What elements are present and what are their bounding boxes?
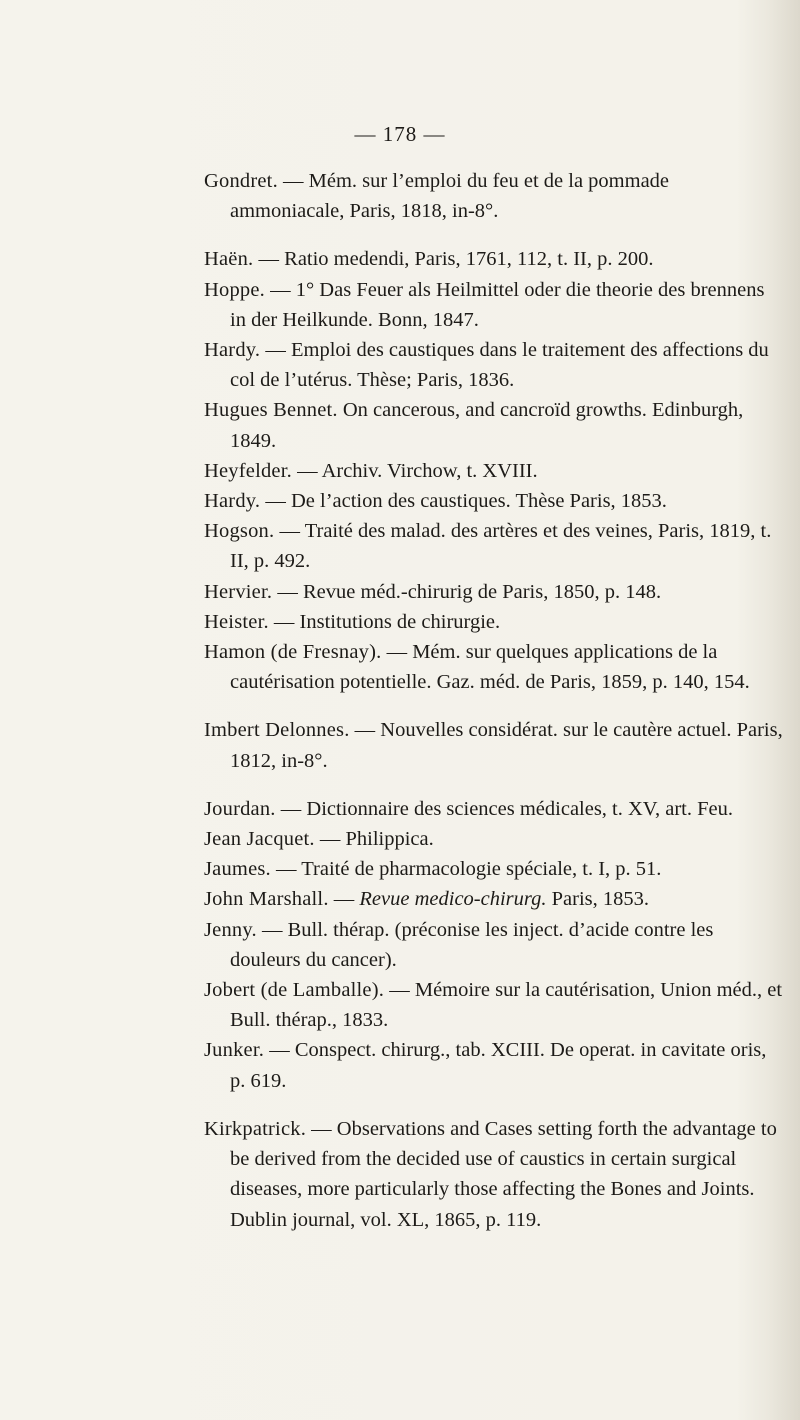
- bibliography-entry: [204, 516, 784, 576]
- entry-text: — Traité de pharmacologie spéciale, t. I, p. 51.: [276, 858, 662, 881]
- entry-author: Kirkpatrick.: [204, 1117, 307, 1140]
- bibliography-entry: [204, 486, 784, 516]
- entry-author: Hardy.: [204, 339, 261, 362]
- page-number: — 178 —: [354, 122, 446, 146]
- bibliography-entry: [204, 1114, 784, 1235]
- entry-text: — Observations and Cases setting forth the advantage to be derived from the decided use of caustics in certain surgical diseases, more particularly those affecting the Bones and Joints. Dublin journal, vol. XL, 1865, p. 119.: [230, 1117, 777, 1231]
- bibliography-entry: [204, 395, 784, 455]
- entry-author: Jobert (de Lamballe).: [204, 979, 385, 1002]
- entry-text: — Mém. sur quelques applications de la cautérisation potentielle. Gaz. méd. de Paris, 1859, p. 140, 154.: [230, 641, 750, 694]
- entry-journal-title: Revue medico-chirurg.: [359, 888, 547, 911]
- entry-author: Hugues Bennet.: [204, 399, 338, 422]
- entry-text-dash: —: [333, 888, 355, 911]
- bibliography-list: [204, 166, 784, 1235]
- bibliography-entry: [204, 166, 784, 226]
- bibliography-entry: [204, 884, 784, 914]
- bibliography-entry: [204, 244, 784, 274]
- entry-author: Junker.: [204, 1039, 265, 1062]
- bibliography-entry: [204, 854, 784, 884]
- entry-text: — Nouvelles considérat. sur le cautère actuel. Paris, 1812, in-8°.: [230, 719, 783, 772]
- entry-author: Hervier.: [204, 580, 273, 603]
- entry-text: — 1° Das Feuer als Heilmittel oder die theorie des brennens in der Heilkunde. Bonn, 1847.: [230, 278, 765, 331]
- entry-text: — De l’action des caustiques. Thèse Paris, 1853.: [265, 490, 667, 513]
- entry-author: Jourdan.: [204, 797, 276, 820]
- entry-author: Jaumes.: [204, 858, 271, 881]
- entry-text: — Revue méd.-chirurig de Paris, 1850, p. 148.: [277, 580, 662, 603]
- bibliography-entry: [204, 715, 784, 775]
- entry-text: — Mémoire sur la cautérisation, Union méd., et Bull. thérap., 1833.: [230, 979, 783, 1032]
- entry-author: Hardy.: [204, 490, 261, 513]
- entry-author: Heister.: [204, 610, 269, 633]
- entry-author: Hoppe.: [204, 278, 265, 301]
- entry-text: — Institutions de chirurgie.: [273, 610, 501, 633]
- entry-text: — Dictionnaire des sciences médicales, t. XV, art. Feu.: [280, 797, 733, 820]
- bibliography-entry: [204, 275, 784, 335]
- entry-author: Hogson.: [204, 520, 275, 543]
- bibliography-entry: [204, 824, 784, 854]
- entry-text: — Traité des malad. des artères et des veines, Paris, 1819, t. II, p. 492.: [230, 520, 772, 573]
- entry-author: Hamon (de Fresnay).: [204, 641, 382, 664]
- bibliography-entry: [204, 1035, 784, 1095]
- bibliography-entry: [204, 577, 784, 607]
- bibliography-entry: [204, 794, 784, 824]
- bibliography-entry: [204, 975, 784, 1035]
- entry-author: Jenny.: [204, 918, 257, 941]
- entry-text: — Bull. thérap. (préconise les inject. d’acide contre les douleurs du cancer).: [230, 918, 714, 971]
- bibliography-entry: [204, 637, 784, 697]
- entry-author: Gondret.: [204, 170, 278, 192]
- bibliography-entry: [204, 335, 784, 395]
- entry-text: — Archiv. Virchow, t. XVIII.: [297, 459, 538, 482]
- entry-text: Paris, 1853.: [551, 888, 649, 911]
- entry-text: On cancerous, and cancroïd growths. Edinburgh, 1849.: [230, 399, 744, 452]
- entry-author: Heyfelder.: [204, 459, 292, 482]
- bibliography-entry: [204, 607, 784, 637]
- entry-text: — Ratio medendi, Paris, 1761, 112, t. II, p. 200.: [258, 248, 654, 271]
- entry-author: Imbert Delonnes.: [204, 719, 350, 742]
- entry-author: John Marshall.: [204, 888, 329, 911]
- entry-author: Jean Jacquet.: [204, 828, 315, 851]
- bibliography-entry: [204, 915, 784, 975]
- entry-text: — Philippica.: [319, 828, 434, 851]
- entry-text: — Emploi des caustiques dans le traitement des affections du col de l’utérus. Thèse; Paris, 1836.: [230, 339, 769, 392]
- entry-text: — Conspect. chirurg., tab. XCIII. De operat. in cavitate oris, p. 619.: [230, 1039, 767, 1092]
- entry-text: — Mém. sur l’emploi du feu et de la pommade ammoniacale, Paris, 1818, in-8°.: [230, 170, 670, 223]
- entry-author: Haën.: [204, 248, 254, 271]
- bibliography-entry: [204, 456, 784, 486]
